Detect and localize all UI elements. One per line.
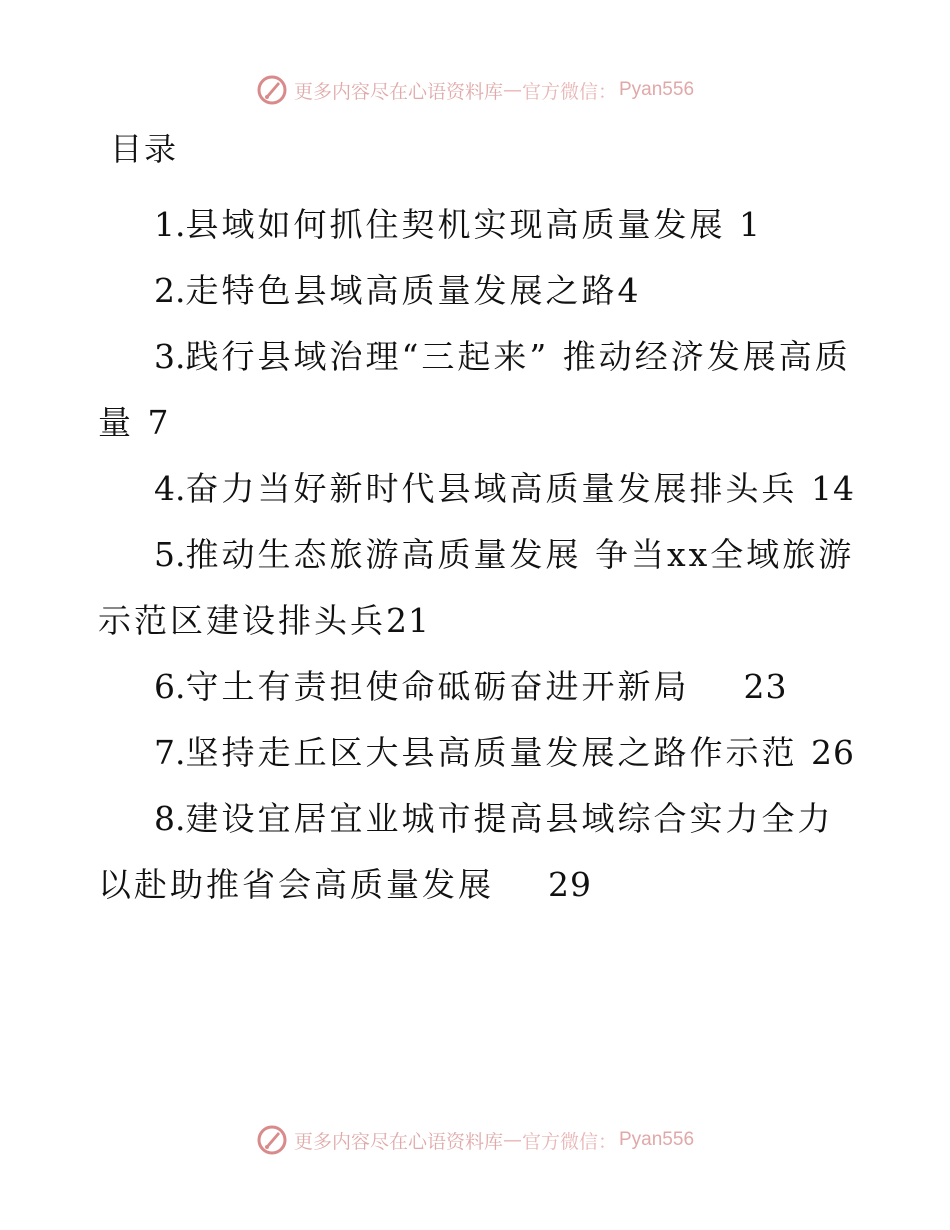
toc-page-number: 7 <box>147 403 170 442</box>
toc-entry-4[interactable]: 4.奋力当好新时代县域高质量发展排头兵 14 <box>154 469 855 508</box>
watermark-wechat-id: Pyan556 <box>619 1129 695 1150</box>
toc-page-number: 14 <box>811 469 855 508</box>
toc-page-number: 21 <box>386 601 430 640</box>
toc-entry-3[interactable]: 3.践行县域治理“三起来” 推动经济发展高质量 7 <box>98 337 851 442</box>
watermark-official: 官方微信： <box>521 80 617 103</box>
toc-entry-2[interactable]: 2.走特色县域高质量发展之路4 <box>154 271 640 310</box>
header-watermark <box>0 70 950 110</box>
watermark-dash: — <box>502 1129 522 1151</box>
watermark-wechat-id: Pyan556 <box>619 79 695 100</box>
toc-entry-1[interactable]: 1.县域如何抓住契机实现高质量发展 1 <box>154 205 761 244</box>
toc-entry-6[interactable]: 6.守土有责担使命砥砺奋进开新局 23 <box>154 667 788 706</box>
toc-title: 目录 <box>110 130 179 168</box>
toc-entry-5[interactable]: 5.推动生态旅游高质量发展 争当xx全域旅游示范区建设排头兵21 <box>98 535 855 640</box>
toc-entry-8[interactable]: 8.建设宜居宜业城市提高县域综合实力全力以赴助推省会高质量发展 29 <box>98 799 834 904</box>
watermark-text: 更多内容尽在心语资料库 <box>293 80 503 103</box>
toc-page-number: 29 <box>547 865 592 904</box>
toc-page-number: 4 <box>617 271 640 310</box>
toc-page-number: 1 <box>739 205 761 244</box>
watermark-text: 更多内容尽在心语资料库 <box>293 1130 503 1153</box>
toc-entry-7[interactable]: 7.坚持走丘区大县高质量发展之路作示范 26 <box>154 733 855 772</box>
watermark-official: 官方微信： <box>521 1130 617 1153</box>
table-of-contents <box>98 192 858 918</box>
footer-watermark <box>0 1120 950 1160</box>
toc-page-number: 26 <box>811 733 855 772</box>
watermark-dash: — <box>502 79 522 101</box>
toc-page-number: 23 <box>743 667 788 706</box>
quill-seal-icon <box>256 74 288 106</box>
quill-seal-icon <box>256 1124 288 1156</box>
